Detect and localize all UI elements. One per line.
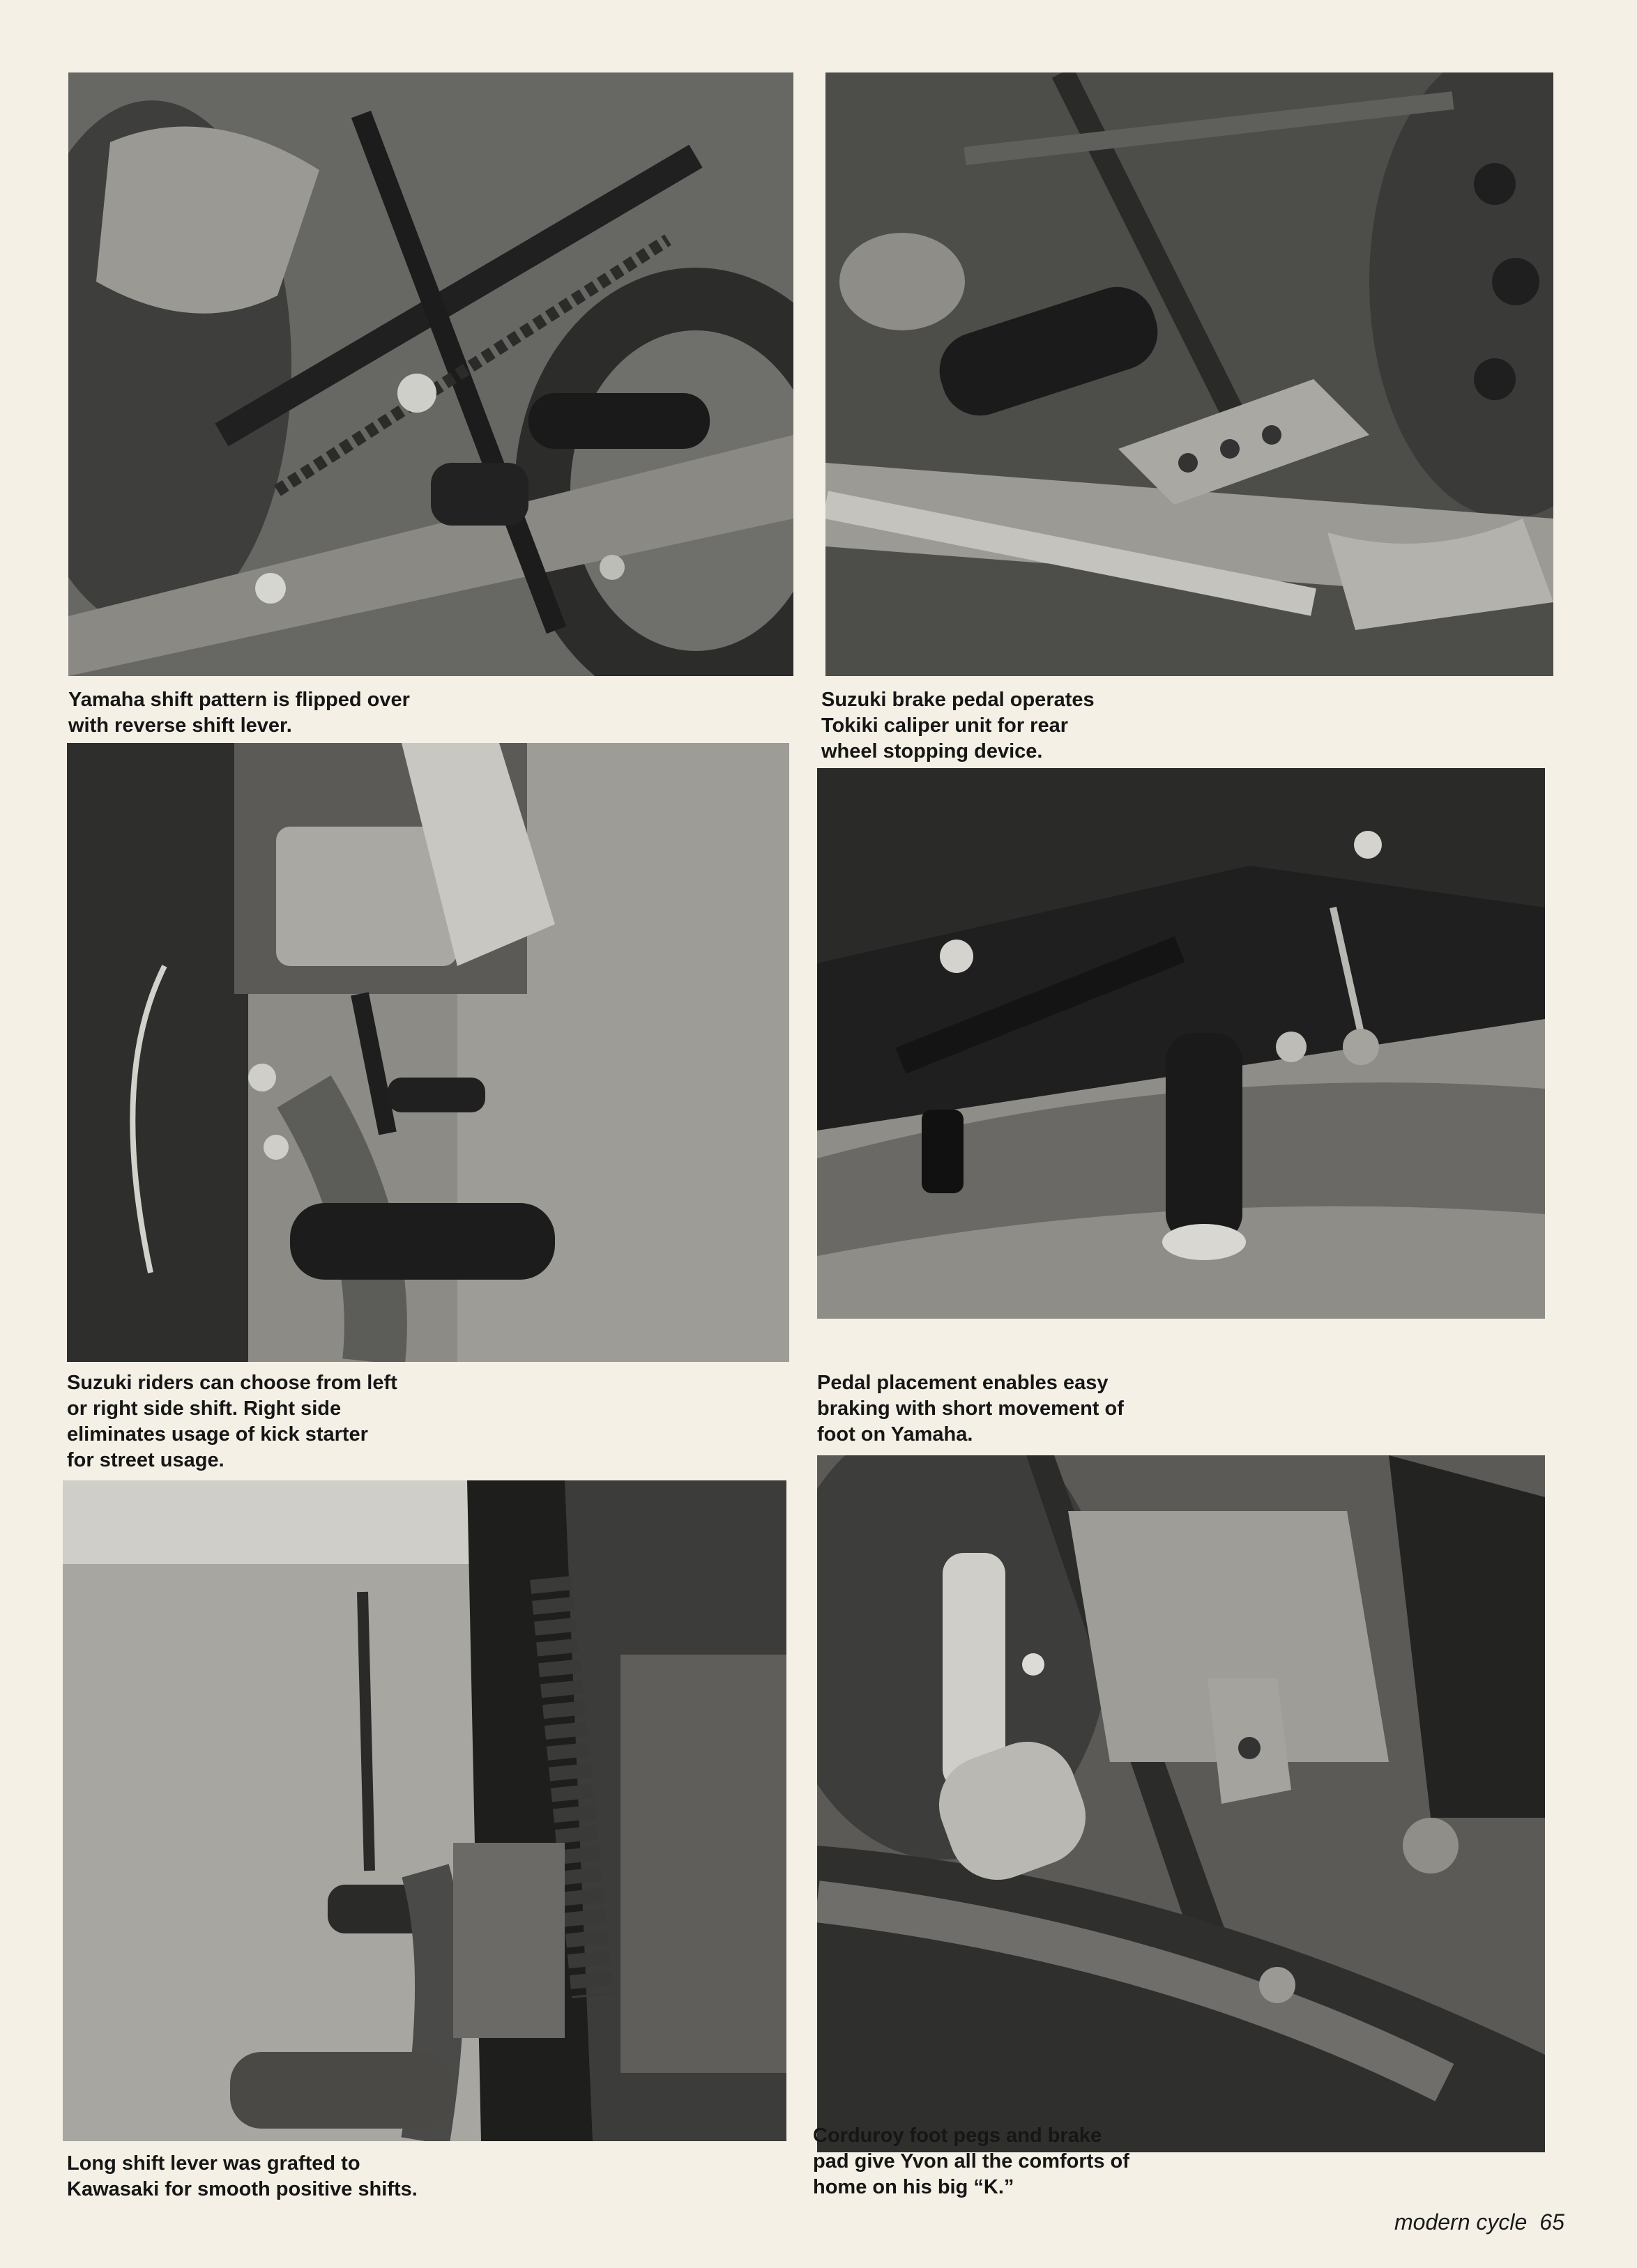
caption-line: or right side shift. Right side: [67, 1397, 342, 1420]
caption-photo-1: [68, 687, 410, 739]
caption-line: with reverse shift lever.: [68, 714, 292, 737]
caption-line: Long shift lever was grafted to: [67, 2152, 360, 2175]
magazine-name: modern cycle: [1394, 2209, 1528, 2235]
caption-line: Yamaha shift pattern is flipped over: [68, 689, 410, 711]
caption-line: braking with short movement of: [817, 1397, 1124, 1420]
caption-line: wheel stopping device.: [821, 740, 1043, 763]
page-number: 65: [1539, 2209, 1564, 2235]
caption-line: Kawasaki for smooth positive shifts.: [67, 2178, 418, 2200]
caption-line: eliminates usage of kick starter: [67, 1423, 368, 1446]
caption-line: Corduroy foot pegs and brake: [813, 2124, 1102, 2147]
caption-photo-2: [821, 687, 1095, 765]
photo-yamaha-brake-linkage: [817, 768, 1545, 1319]
caption-photo-6: [813, 2123, 1129, 2200]
caption-line: Pedal placement enables easy: [817, 1372, 1109, 1394]
photo-suzuki-brake-pedal: [825, 72, 1553, 676]
photo-kawasaki-long-shift-lever: [63, 1480, 786, 2141]
caption-line: pad give Yvon all the comforts of: [813, 2150, 1129, 2173]
photo-yamaha-shift-lever: [68, 72, 793, 676]
caption-line: foot on Yamaha.: [817, 1423, 973, 1446]
caption-line: Suzuki riders can choose from left: [67, 1372, 397, 1394]
caption-photo-5: [67, 2151, 418, 2202]
caption-photo-4: [817, 1370, 1124, 1448]
caption-line: Suzuki brake pedal operates: [821, 689, 1095, 711]
page-footer: [1394, 2209, 1564, 2235]
caption-photo-3: [67, 1370, 397, 1473]
caption-line: home on his big “K.”: [813, 2176, 1014, 2198]
caption-line: Tokiki caliper unit for rear: [821, 714, 1069, 737]
caption-line: for street usage.: [67, 1449, 224, 1471]
photo-suzuki-left-footpeg: [67, 743, 789, 1362]
photo-corduroy-footpegs: [817, 1455, 1545, 2152]
